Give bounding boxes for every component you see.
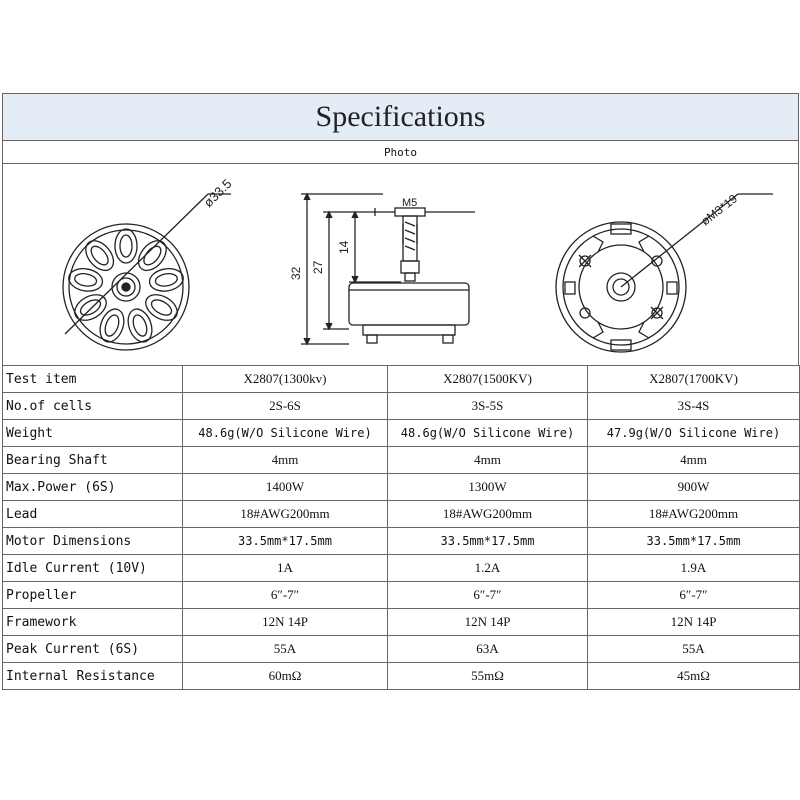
spec-label: Max.Power (6S)	[3, 474, 183, 501]
spec-value: 4mm	[588, 447, 800, 474]
spec-row	[3, 663, 800, 690]
spec-row	[3, 447, 800, 474]
spec-label: Test item	[3, 366, 183, 393]
total-height-label: 32	[289, 266, 303, 280]
spec-value: 1.9A	[588, 555, 800, 582]
spec-label: Motor Dimensions	[3, 528, 183, 555]
spec-value: X2807(1500KV)	[388, 366, 588, 393]
specs-table	[2, 365, 800, 690]
spec-value: 1A	[183, 555, 388, 582]
spec-row	[3, 420, 800, 447]
spec-value: 18#AWG200mm	[183, 501, 388, 528]
spec-label: Propeller	[3, 582, 183, 609]
spec-value: 4mm	[183, 447, 388, 474]
spec-value: 55A	[183, 636, 388, 663]
bell-height-label: 27	[311, 260, 325, 274]
motor-technical-drawing	[3, 164, 800, 365]
motor-drawing-panel	[2, 163, 799, 365]
motor-side-view	[301, 194, 475, 344]
spec-value: 33.5mm*17.5mm	[388, 528, 588, 555]
spec-row	[3, 474, 800, 501]
spec-value: 63A	[388, 636, 588, 663]
spec-label: Framework	[3, 609, 183, 636]
spec-value: 60mΩ	[183, 663, 388, 690]
spec-value: 900W	[588, 474, 800, 501]
spec-row	[3, 582, 800, 609]
specs-table-body	[3, 366, 800, 690]
spec-label: Peak Current (6S)	[3, 636, 183, 663]
spec-value: 6″-7″	[588, 582, 800, 609]
spec-label: Internal Resistance	[3, 663, 183, 690]
spec-value: 4mm	[388, 447, 588, 474]
shaft-height-label: 14	[337, 240, 351, 254]
spec-value: 6″-7″	[388, 582, 588, 609]
spec-value: 48.6g(W/O Silicone Wire)	[183, 420, 388, 447]
spec-label: Bearing Shaft	[3, 447, 183, 474]
spec-row	[3, 609, 800, 636]
spec-value: 12N 14P	[388, 609, 588, 636]
spec-value: X2807(1300kv)	[183, 366, 388, 393]
spec-row	[3, 366, 800, 393]
spec-value: 2S-6S	[183, 393, 388, 420]
shaft-dimension-label: M5	[402, 197, 418, 209]
mount-dimension-label: øM3*19	[698, 191, 740, 229]
spec-value: 1300W	[388, 474, 588, 501]
spec-value: 47.9g(W/O Silicone Wire)	[588, 420, 800, 447]
spec-value: 48.6g(W/O Silicone Wire)	[388, 420, 588, 447]
spec-value: 12N 14P	[183, 609, 388, 636]
spec-value: 1400W	[183, 474, 388, 501]
spec-value: 12N 14P	[588, 609, 800, 636]
page-title: Specifications	[2, 93, 799, 140]
diameter-dimension-label: ø33.5	[200, 176, 235, 211]
spec-label: Idle Current (10V)	[3, 555, 183, 582]
spec-row	[3, 501, 800, 528]
spec-value: 33.5mm*17.5mm	[183, 528, 388, 555]
spec-row	[3, 393, 800, 420]
spec-value: 45mΩ	[588, 663, 800, 690]
photo-label: Photo	[2, 140, 799, 163]
spec-value: 18#AWG200mm	[388, 501, 588, 528]
spec-label: No.of cells	[3, 393, 183, 420]
spec-sheet	[2, 93, 799, 690]
motor-top-view	[63, 194, 231, 350]
spec-row	[3, 528, 800, 555]
spec-row	[3, 636, 800, 663]
spec-value: 3S-4S	[588, 393, 800, 420]
motor-bottom-view	[556, 194, 773, 352]
spec-value: 1.2A	[388, 555, 588, 582]
spec-value: X2807(1700KV)	[588, 366, 800, 393]
spec-label: Lead	[3, 501, 183, 528]
spec-value: 18#AWG200mm	[588, 501, 800, 528]
spec-label: Weight	[3, 420, 183, 447]
spec-value: 3S-5S	[388, 393, 588, 420]
spec-value: 33.5mm*17.5mm	[588, 528, 800, 555]
spec-value: 6″-7″	[183, 582, 388, 609]
spec-row	[3, 555, 800, 582]
spec-value: 55A	[588, 636, 800, 663]
spec-value: 55mΩ	[388, 663, 588, 690]
